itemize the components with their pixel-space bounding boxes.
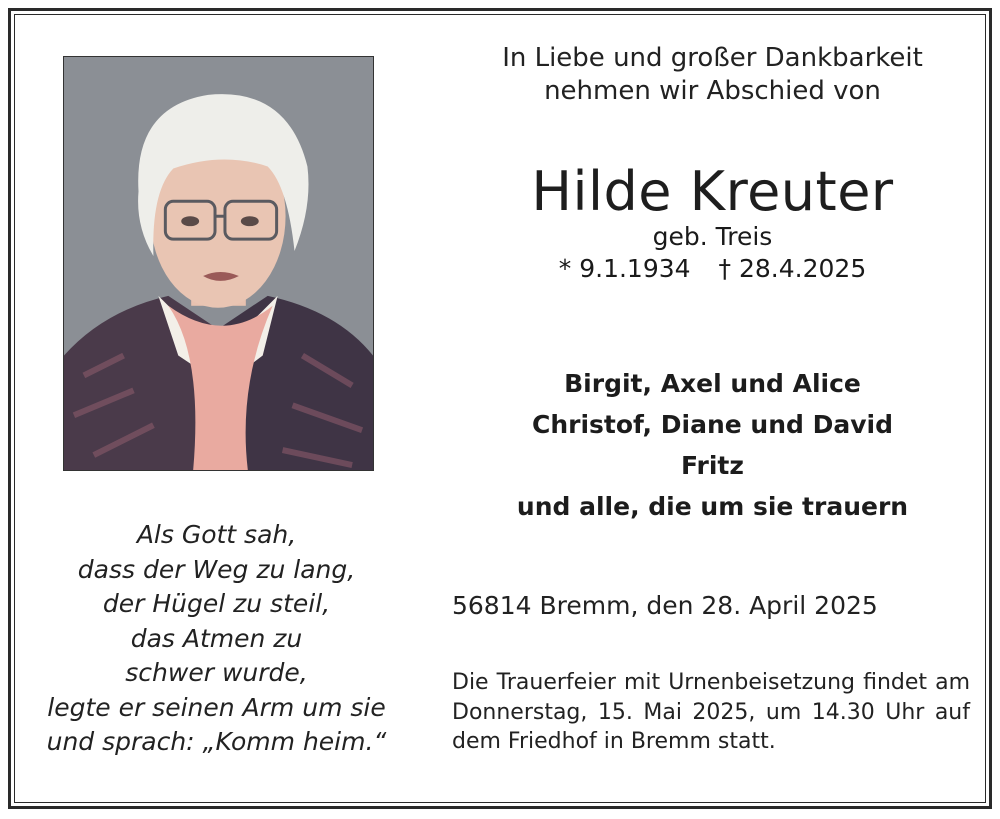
intro-line: nehmen wir Abschied von bbox=[544, 76, 881, 106]
mourner-line: Birgit, Axel und Alice bbox=[564, 369, 861, 398]
mourner-line: und alle, die um sie trauern bbox=[516, 492, 909, 521]
poem-line: schwer wurde, bbox=[125, 658, 308, 687]
poem-line: der Hügel zu steil, bbox=[102, 589, 331, 618]
poem bbox=[14, 518, 419, 760]
poem-line: das Atmen zu bbox=[130, 623, 303, 653]
poem-line: legte er seinen Arm um sie bbox=[47, 692, 386, 722]
deceased-name: Hilde Kreuter bbox=[531, 160, 894, 223]
poem-line: dass der Weg zu lang, bbox=[77, 554, 356, 584]
death-date: † 28.4.2025 bbox=[718, 254, 867, 283]
intro-text bbox=[440, 42, 985, 108]
intro-line: In Liebe und großer Dankbarkeit bbox=[502, 43, 923, 73]
poem-line: und sprach: „Komm heim.“ bbox=[46, 727, 387, 756]
place-and-date: 56814 Bremm, den 28. April 2025 bbox=[452, 591, 878, 620]
portrait-photo bbox=[63, 56, 374, 471]
poem-line: Als Gott sah, bbox=[136, 520, 297, 549]
mourner-line: Fritz bbox=[681, 451, 744, 480]
mourner-line: Christof, Diane und David bbox=[532, 410, 893, 439]
birth-date: * 9.1.1934 bbox=[558, 254, 691, 283]
birth-name: geb. Treis bbox=[652, 222, 773, 251]
mourners-list bbox=[440, 363, 985, 527]
life-dates bbox=[440, 254, 985, 284]
service-notice: Die Trauerfeier mit Urnenbeisetzung findet am Donnerstag, 15. Mai 2025, um 14.30 Uhr auf dem Friedhof in Bremm statt. bbox=[452, 670, 970, 754]
